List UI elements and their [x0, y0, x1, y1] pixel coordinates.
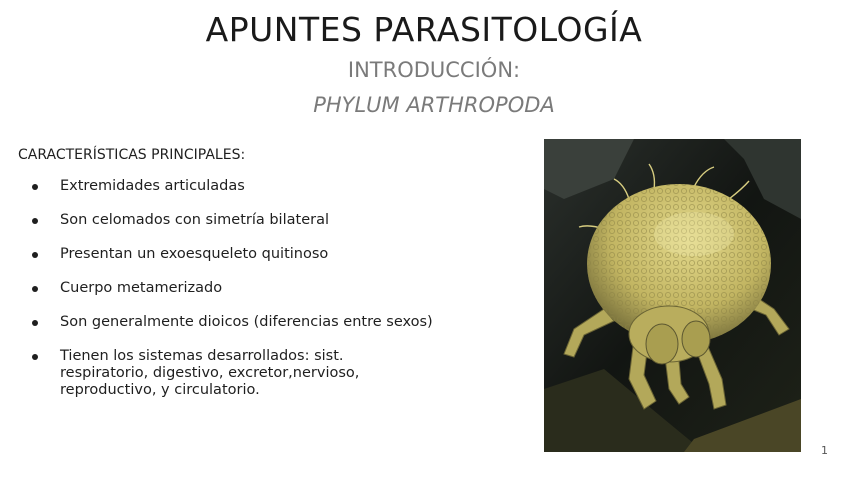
- bullet-item: [20, 280, 490, 297]
- bullet-item: [20, 348, 490, 399]
- bullet-text: Son celomados con simetría bilateral: [60, 212, 329, 228]
- slide-title: APUNTES PARASITOLOGÍA: [205, 10, 643, 49]
- bullet-item: [20, 212, 490, 229]
- bullet-item: [20, 178, 490, 195]
- bullet-item: [20, 246, 490, 263]
- bullet-text: Tienen los sistemas desarrollados: sist. respiratorio, digestivo, excretor,nervioso, reproductivo, y circulatorio.: [60, 348, 360, 398]
- bullet-text: Son generalmente dioicos (diferencias entre sexos): [60, 314, 433, 330]
- bullet-text: Presentan un exoesqueleto quitinoso: [60, 246, 329, 262]
- bullet-text: Cuerpo metamerizado: [60, 280, 223, 296]
- bullet-list: [20, 178, 490, 416]
- slide-subtitle: INTRODUCCIÓN:: [347, 58, 521, 82]
- section-heading: CARACTERÍSTICAS PRINCIPALES:: [18, 147, 246, 163]
- slide-subtitle-italic: PHYLUM ARTHROPODA: [313, 93, 555, 117]
- page-number: 1: [821, 444, 828, 457]
- bullet-item: [20, 314, 490, 331]
- bullet-text: Extremidades articuladas: [60, 178, 245, 194]
- mite-micrograph-image: [544, 139, 801, 452]
